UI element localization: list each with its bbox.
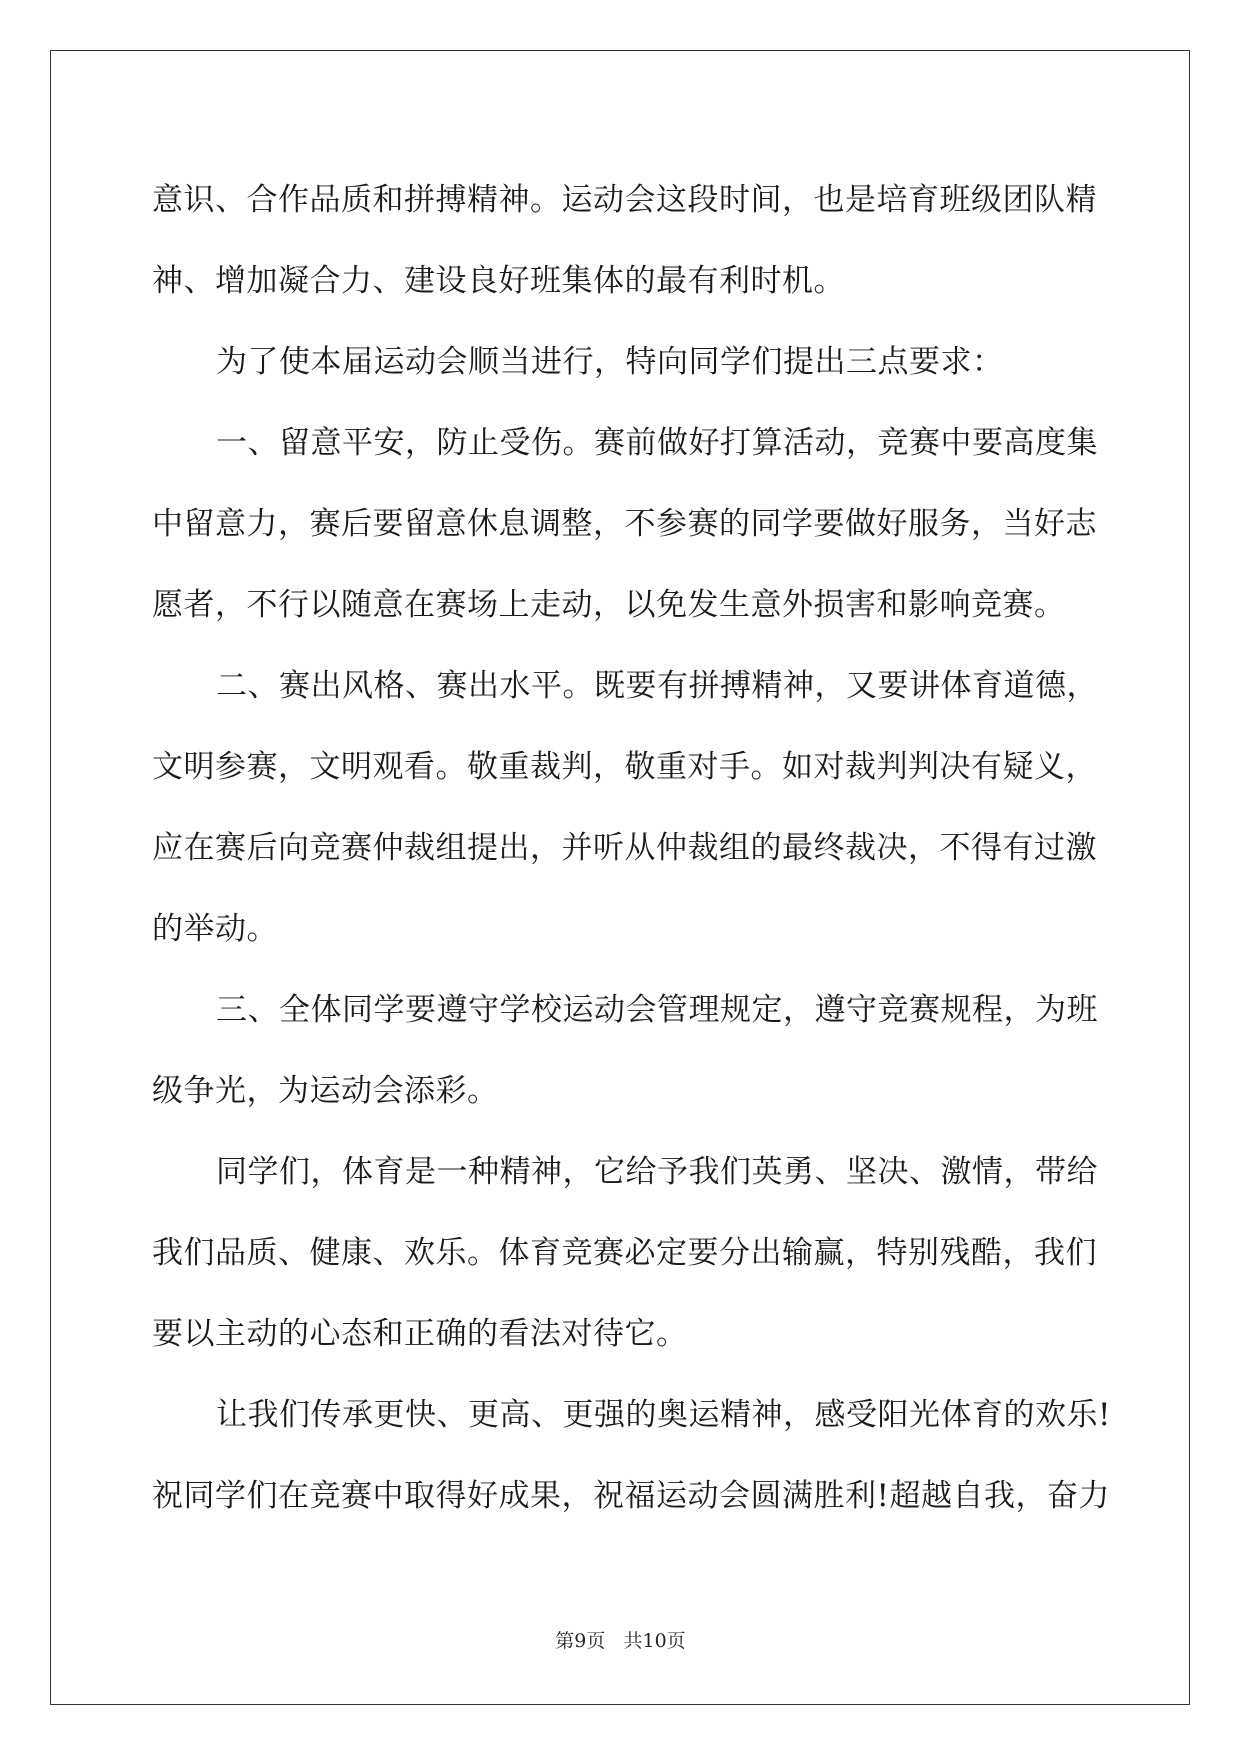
text-line: 让我们传承更快、更高、更强的奥运精神，感受阳光体育的欢乐! [216, 1397, 1111, 1433]
text-line: 一、留意平安，防止受伤。赛前做好打算活动，竞赛中要高度集 [216, 425, 1098, 461]
text-line: 神、增加凝合力、建设良好班集体的最有利时机。 [152, 263, 845, 299]
text-line: 二、赛出风格、赛出水平。既要有拼搏精神，又要讲体育道德， [216, 668, 1098, 704]
text-line: 文明参赛，文明观看。敬重裁判，敬重对手。如对裁判判决有疑义， [152, 749, 1097, 785]
text-line: 祝同学们在竞赛中取得好成果，祝福运动会圆满胜利!超越自我，奋力 [152, 1478, 1110, 1514]
text-line: 应在赛后向竞赛仲裁组提出，并听从仲裁组的最终裁决，不得有过激 [152, 830, 1097, 866]
text-line: 中留意力，赛后要留意休息调整，不参赛的同学要做好服务，当好志 [152, 506, 1097, 542]
text-line: 的举动。 [152, 911, 278, 947]
text-line: 意识、合作品质和拼搏精神。运动会这段时间，也是培育班级团队精 [152, 182, 1097, 218]
text-line: 同学们，体育是一种精神，它给予我们英勇、坚决、激情，带给 [216, 1154, 1098, 1190]
text-line: 三、全体同学要遵守学校运动会管理规定，遵守竞赛规程，为班 [216, 992, 1098, 1028]
page-number-footer: 第9页 共10页 [555, 1630, 686, 1652]
text-line: 要以主动的心态和正确的看法对待它。 [152, 1316, 688, 1352]
text-line: 我们品质、健康、欢乐。体育竞赛必定要分出输赢，特别残酷，我们 [152, 1235, 1097, 1271]
text-line: 为了使本届运动会顺当进行，特向同学们提出三点要求： [216, 344, 1004, 380]
text-line: 级争光，为运动会添彩。 [152, 1073, 499, 1109]
text-line: 愿者，不行以随意在赛场上走动，以免发生意外损害和影响竞赛。 [152, 587, 1066, 623]
document-body [152, 160, 1111, 1537]
